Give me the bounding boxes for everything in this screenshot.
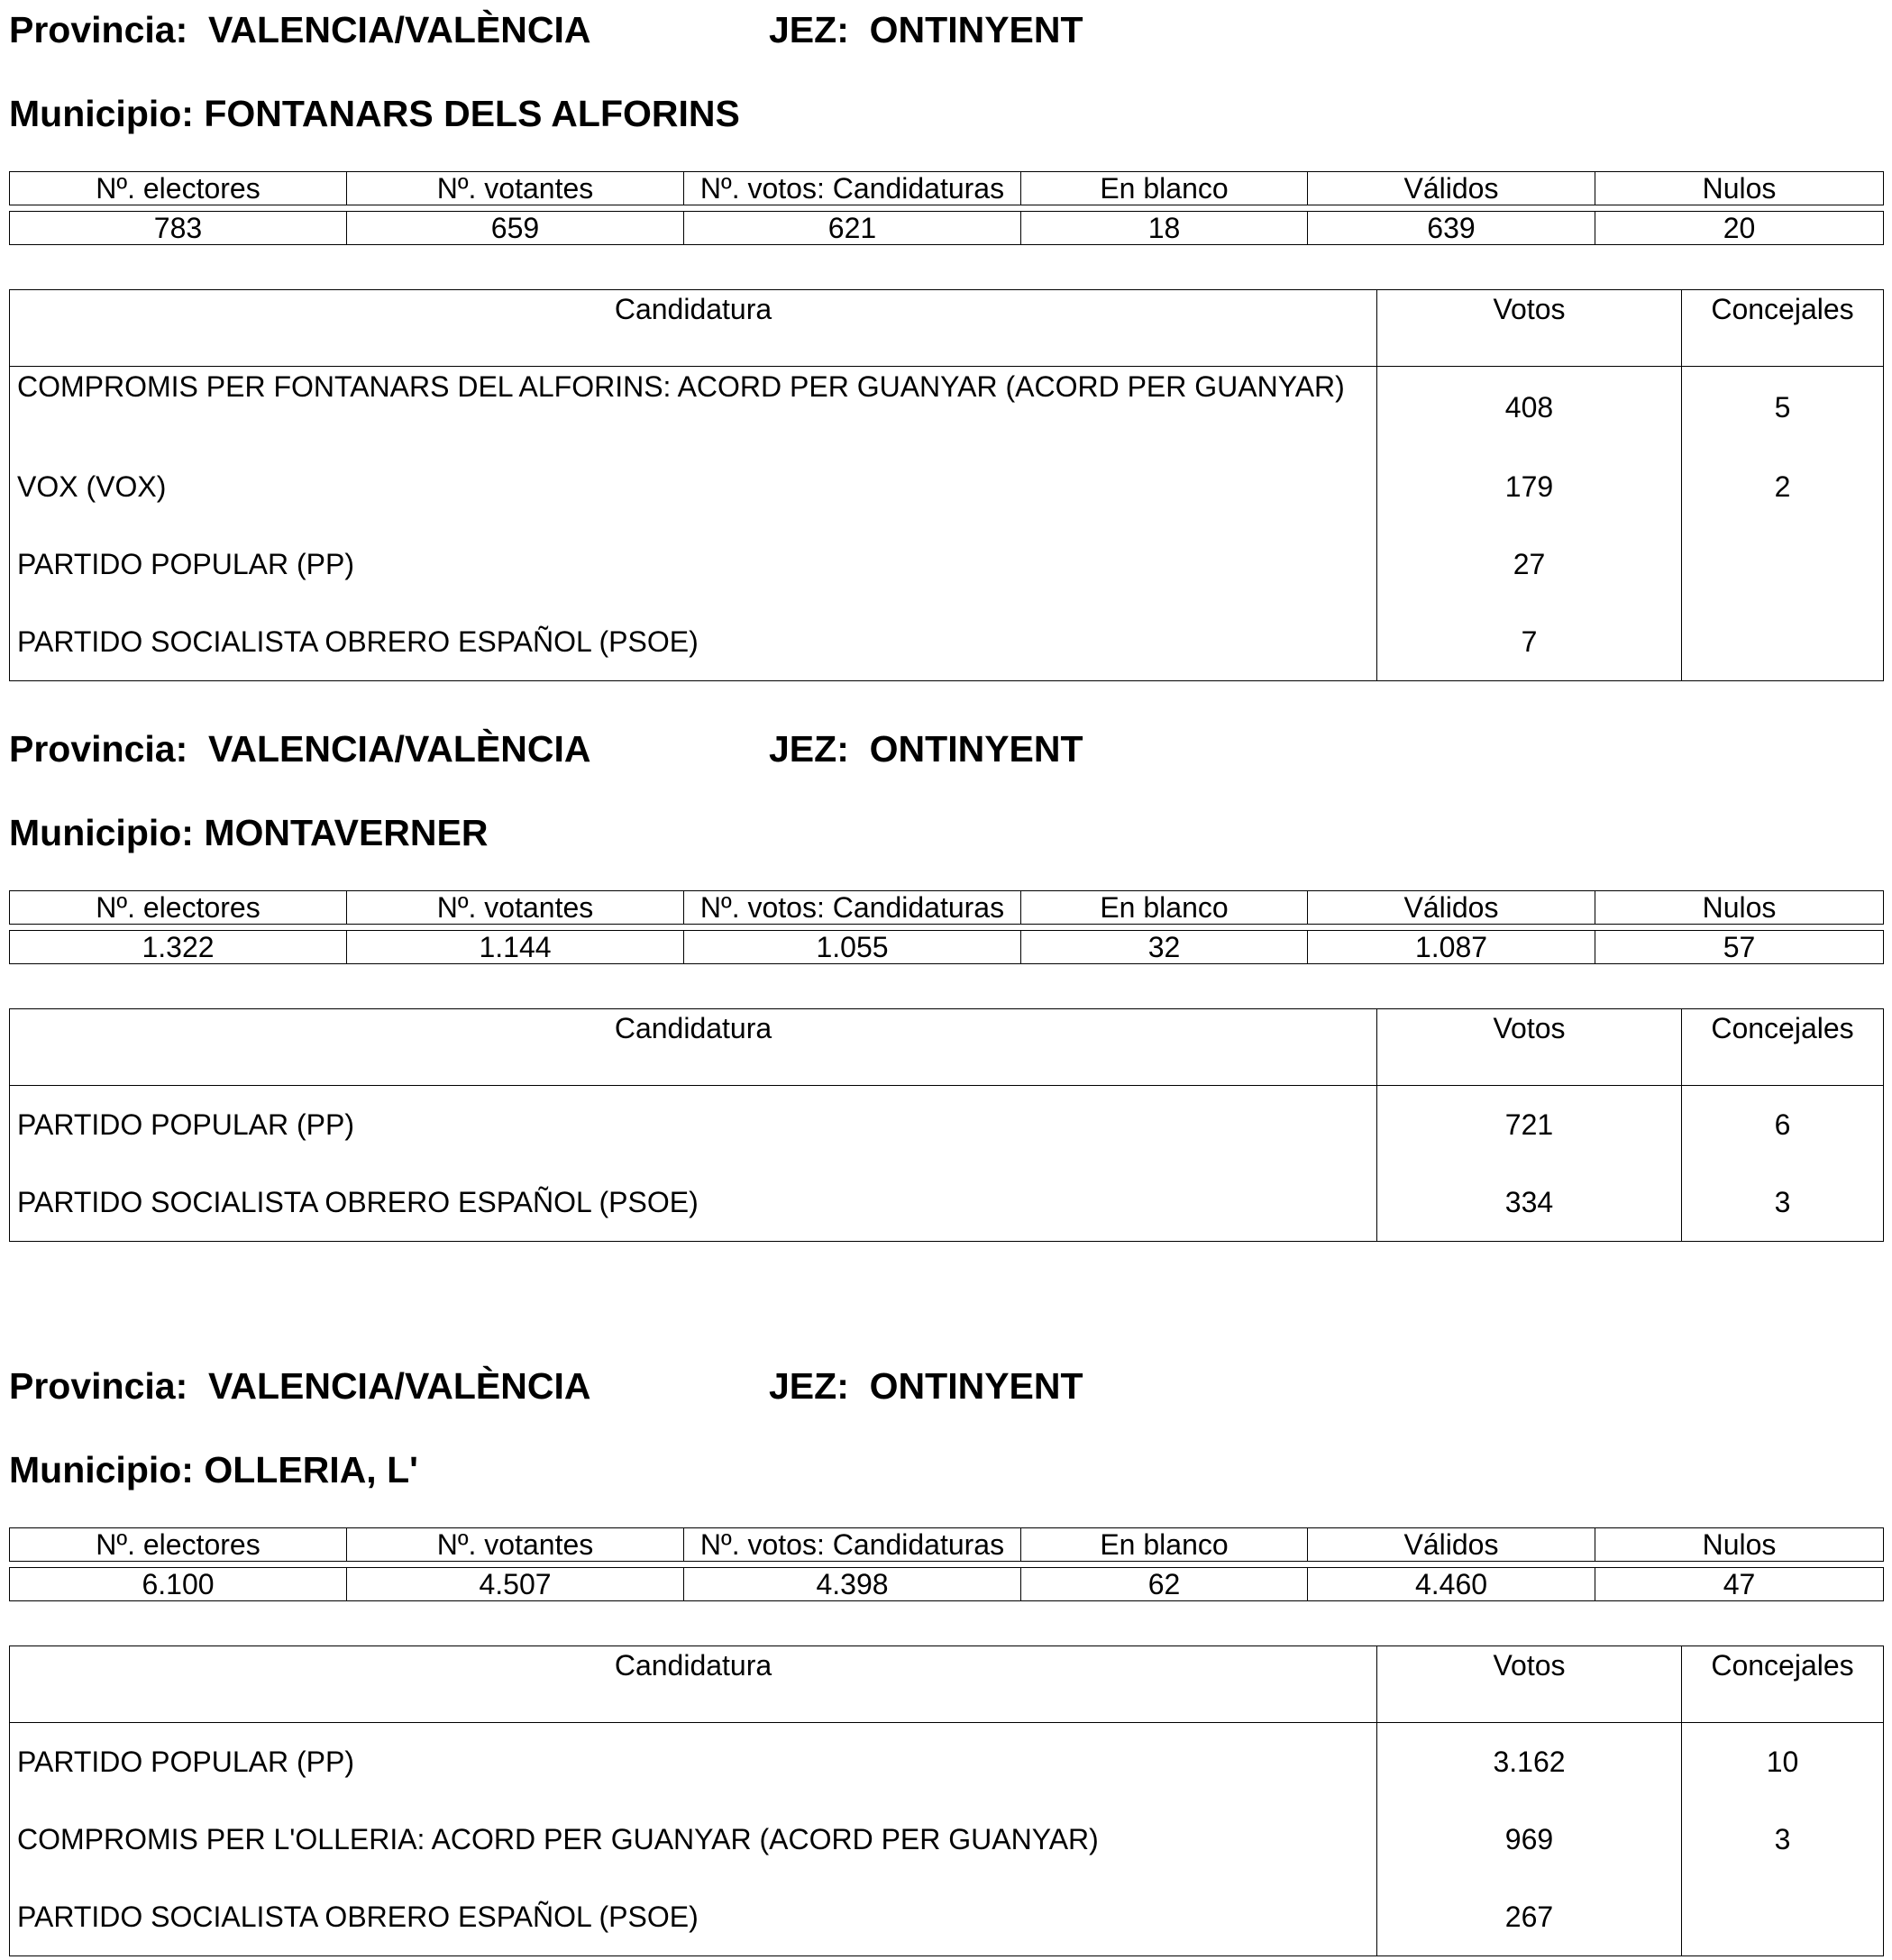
- summary-header-cell: Nº. electores: [10, 1528, 347, 1562]
- municipio-label: Municipio:: [9, 812, 194, 853]
- provincia-label: Provincia:: [9, 9, 188, 50]
- candidatura-row: [10, 1163, 1884, 1242]
- summary-value-cell: 1.055: [684, 931, 1021, 964]
- votos-header: Votos: [1377, 290, 1682, 367]
- summary-values-table: [9, 211, 1884, 245]
- summary-header-cell: En blanco: [1021, 172, 1308, 205]
- summary-header-cell: Nº. votantes: [347, 1528, 684, 1562]
- summary-header-cell: Nº. electores: [10, 891, 347, 925]
- summary-header-cell: Nulos: [1595, 891, 1884, 925]
- candidatura-table: [9, 289, 1884, 681]
- candidatura-header: Candidatura: [10, 1646, 1377, 1723]
- candidatura-name: COMPROMIS PER L'OLLERIA: ACORD PER GUANYAR (ACORD PER GUANYAR): [10, 1800, 1377, 1878]
- summary-value-cell: 659: [347, 212, 684, 245]
- jez-value: ONTINYENT: [869, 1365, 1083, 1407]
- summary-header-cell: Válidos: [1308, 891, 1595, 925]
- jez-line: [769, 9, 1083, 50]
- jez-label: JEZ:: [769, 9, 849, 50]
- summary-value-cell: 1.322: [10, 931, 347, 964]
- municipio-value: MONTAVERNER: [204, 812, 489, 853]
- candidatura-concejales: 6: [1682, 1086, 1884, 1164]
- candidatura-votos: 179: [1377, 448, 1682, 525]
- provincia-label: Provincia:: [9, 1365, 188, 1407]
- summary-values-table: [9, 1567, 1884, 1601]
- municipio-section: [9, 1356, 1883, 1960]
- candidatura-header-row: [10, 290, 1884, 367]
- provincia-value: VALENCIA/VALÈNCIA: [208, 9, 591, 50]
- candidatura-row: [10, 1086, 1884, 1164]
- jez-value: ONTINYENT: [869, 9, 1083, 50]
- candidatura-name: PARTIDO POPULAR (PP): [10, 1723, 1377, 1801]
- municipio-section: [9, 719, 1883, 1242]
- summary-value-cell: 20: [1595, 212, 1884, 245]
- summary-values-table: [9, 930, 1884, 964]
- summary-header-cell: En blanco: [1021, 891, 1308, 925]
- candidatura-votos: 3.162: [1377, 1723, 1682, 1801]
- summary-header-cell: En blanco: [1021, 1528, 1308, 1562]
- summary-value-row: [10, 931, 1884, 964]
- candidatura-concejales: [1682, 1878, 1884, 1956]
- summary-header-cell: Nº. votantes: [347, 172, 684, 205]
- provincia-line: [9, 9, 591, 50]
- summary-table: [9, 890, 1884, 925]
- summary-value-cell: 1.087: [1308, 931, 1595, 964]
- summary-header-row: [10, 1528, 1884, 1562]
- candidatura-header: Candidatura: [10, 1009, 1377, 1086]
- jez-label: JEZ:: [769, 728, 849, 770]
- candidatura-votos: 334: [1377, 1163, 1682, 1242]
- summary-value-cell: 47: [1595, 1568, 1884, 1601]
- summary-value-cell: 4.460: [1308, 1568, 1595, 1601]
- municipio-label: Municipio:: [9, 93, 194, 134]
- summary-header-cell: Nº. votantes: [347, 891, 684, 925]
- summary-value-cell: 639: [1308, 212, 1595, 245]
- summary-value-cell: 18: [1021, 212, 1308, 245]
- votos-header: Votos: [1377, 1009, 1682, 1086]
- municipio-line: [9, 812, 489, 853]
- candidatura-header: Candidatura: [10, 290, 1377, 367]
- candidatura-votos: 7: [1377, 603, 1682, 681]
- candidatura-table: [9, 1645, 1884, 1956]
- municipio-label: Municipio:: [9, 1449, 194, 1491]
- provincia-value: VALENCIA/VALÈNCIA: [208, 1365, 591, 1407]
- concejales-header: Concejales: [1682, 290, 1884, 367]
- candidatura-votos: 267: [1377, 1878, 1682, 1956]
- summary-header-row: [10, 172, 1884, 205]
- provincia-label: Provincia:: [9, 728, 188, 770]
- municipio-line: [9, 1449, 418, 1491]
- summary-header-cell: Válidos: [1308, 1528, 1595, 1562]
- summary-value-cell: 1.144: [347, 931, 684, 964]
- candidatura-concejales: 3: [1682, 1800, 1884, 1878]
- candidatura-concejales: 3: [1682, 1163, 1884, 1242]
- summary-value-cell: 621: [684, 212, 1021, 245]
- candidatura-concejales: 10: [1682, 1723, 1884, 1801]
- summary-header-cell: Nulos: [1595, 1528, 1884, 1562]
- candidatura-header-row: [10, 1646, 1884, 1723]
- candidatura-row: [10, 1800, 1884, 1878]
- provincia-line: [9, 1365, 591, 1407]
- municipio-value: OLLERIA, L': [204, 1449, 418, 1491]
- candidatura-row: [10, 367, 1884, 449]
- municipio-section: [9, 0, 1883, 685]
- municipio-line: [9, 93, 740, 134]
- summary-table: [9, 171, 1884, 205]
- summary-value-cell: 62: [1021, 1568, 1308, 1601]
- provincia-value: VALENCIA/VALÈNCIA: [208, 728, 591, 770]
- candidatura-row: [10, 1723, 1884, 1801]
- candidatura-name: PARTIDO SOCIALISTA OBRERO ESPAÑOL (PSOE): [10, 1878, 1377, 1956]
- summary-value-cell: 32: [1021, 931, 1308, 964]
- candidatura-concejales: 2: [1682, 448, 1884, 525]
- summary-value-cell: 6.100: [10, 1568, 347, 1601]
- candidatura-name: COMPROMIS PER FONTANARS DEL ALFORINS: ACORD PER GUANYAR (ACORD PER GUANYAR): [10, 367, 1377, 449]
- jez-label: JEZ:: [769, 1365, 849, 1407]
- candidatura-row: [10, 448, 1884, 525]
- candidatura-table: [9, 1008, 1884, 1242]
- candidatura-votos: 27: [1377, 525, 1682, 603]
- summary-value-cell: 4.507: [347, 1568, 684, 1601]
- summary-value-row: [10, 1568, 1884, 1601]
- candidatura-votos: 721: [1377, 1086, 1682, 1164]
- candidatura-header-row: [10, 1009, 1884, 1086]
- candidatura-row: [10, 603, 1884, 681]
- candidatura-row: [10, 1878, 1884, 1956]
- candidatura-name: PARTIDO SOCIALISTA OBRERO ESPAÑOL (PSOE): [10, 1163, 1377, 1242]
- candidatura-concejales: 5: [1682, 367, 1884, 449]
- jez-value: ONTINYENT: [869, 728, 1083, 770]
- candidatura-name: PARTIDO SOCIALISTA OBRERO ESPAÑOL (PSOE): [10, 603, 1377, 681]
- summary-header-cell: Nulos: [1595, 172, 1884, 205]
- summary-value-cell: 4.398: [684, 1568, 1021, 1601]
- summary-header-row: [10, 891, 1884, 925]
- summary-header-cell: Válidos: [1308, 172, 1595, 205]
- summary-value-cell: 57: [1595, 931, 1884, 964]
- summary-table: [9, 1527, 1884, 1562]
- summary-value-cell: 783: [10, 212, 347, 245]
- jez-line: [769, 728, 1083, 770]
- candidatura-name: VOX (VOX): [10, 448, 1377, 525]
- summary-value-row: [10, 212, 1884, 245]
- concejales-header: Concejales: [1682, 1009, 1884, 1086]
- summary-header-cell: Nº. votos: Candidaturas: [684, 891, 1021, 925]
- municipio-value: FONTANARS DELS ALFORINS: [204, 93, 740, 134]
- candidatura-concejales: [1682, 603, 1884, 681]
- jez-line: [769, 1365, 1083, 1407]
- concejales-header: Concejales: [1682, 1646, 1884, 1723]
- candidatura-concejales: [1682, 525, 1884, 603]
- candidatura-name: PARTIDO POPULAR (PP): [10, 525, 1377, 603]
- votos-header: Votos: [1377, 1646, 1682, 1723]
- summary-header-cell: Nº. votos: Candidaturas: [684, 1528, 1021, 1562]
- candidatura-votos: 969: [1377, 1800, 1682, 1878]
- summary-header-cell: Nº. votos: Candidaturas: [684, 172, 1021, 205]
- provincia-line: [9, 728, 591, 770]
- candidatura-votos: 408: [1377, 367, 1682, 449]
- summary-header-cell: Nº. electores: [10, 172, 347, 205]
- candidatura-name: PARTIDO POPULAR (PP): [10, 1086, 1377, 1164]
- candidatura-row: [10, 525, 1884, 603]
